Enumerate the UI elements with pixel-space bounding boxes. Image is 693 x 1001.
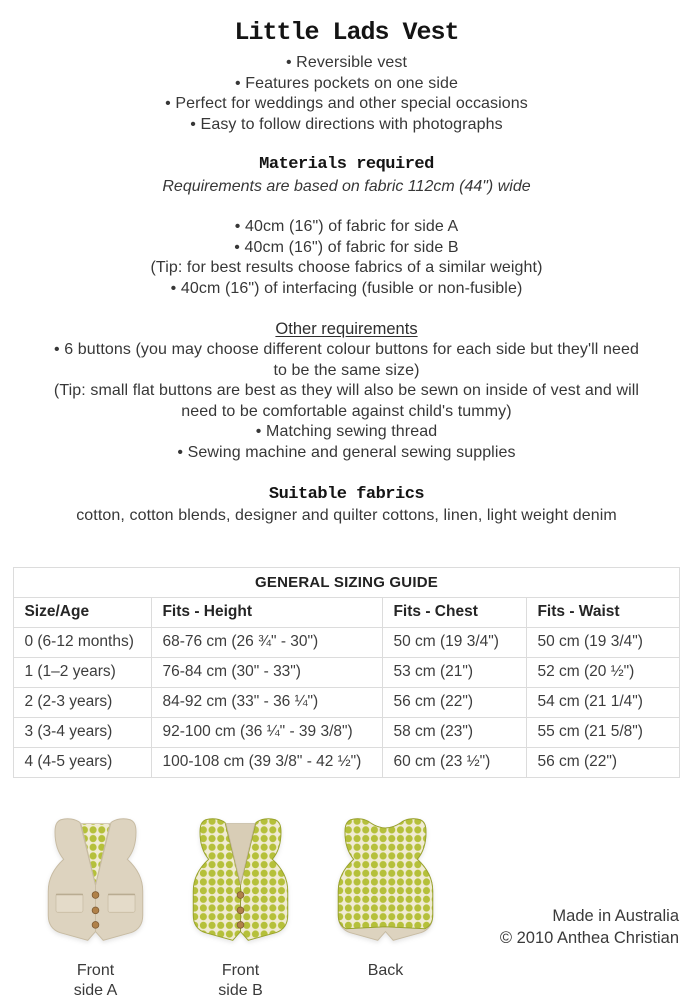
table-row <box>14 687 679 717</box>
table-row <box>14 747 679 777</box>
button <box>92 921 99 928</box>
table-cell: 100-108 cm (39 3/8" - 42 ½") <box>152 747 383 777</box>
table-cell: 50 cm (19 3/4") <box>383 627 527 657</box>
sizing-table <box>13 567 679 778</box>
vest-front-side-b-image <box>173 808 308 953</box>
made-in-text: Made in Australia <box>552 907 679 925</box>
caption-line: Front <box>221 961 260 979</box>
feature-item: • Easy to follow directions with photographs <box>190 115 503 133</box>
feature-list <box>0 53 693 135</box>
other-item: • Sewing machine and general sewing supplies <box>177 443 516 461</box>
vest-front-side-a-image <box>28 808 163 953</box>
feature-item: • Features pockets on one side <box>235 74 458 92</box>
other-tip: need to be comfortable against child's tummy) <box>181 402 512 420</box>
vest-back-panel <box>338 818 433 928</box>
column-header: Fits - Height <box>152 597 383 627</box>
other-requirements-list <box>0 340 693 463</box>
other-requirements-heading: Other requirements <box>275 320 418 338</box>
spacer <box>0 197 693 217</box>
table-row <box>14 657 679 687</box>
vest-front-side-b-figure <box>173 808 308 1001</box>
table-cell: 1 (1–2 years) <box>14 657 152 687</box>
button <box>237 921 244 928</box>
materials-list <box>0 217 693 299</box>
column-header: Size/Age <box>14 597 152 627</box>
photo-caption <box>368 961 404 981</box>
table-row <box>14 627 679 657</box>
vest-back-figure <box>318 808 453 1001</box>
table-cell: 50 cm (19 3/4") <box>527 627 679 657</box>
table-cell: 68-76 cm (26 ¾" - 30") <box>152 627 383 657</box>
other-item: • 6 buttons (you may choose different colour buttons for each side but they'll need <box>53 341 639 358</box>
pocket-left <box>56 894 83 912</box>
table-cell: 84-92 cm (33" - 36 ¼") <box>152 687 383 717</box>
table-header-row <box>14 597 679 627</box>
table-cell: 53 cm (21") <box>383 657 527 687</box>
other-tip: (Tip: small flat buttons are best as they will also be sewn on inside of vest and will <box>53 382 640 399</box>
materials-item: • 40cm (16") of fabric for side B <box>234 238 459 256</box>
other-item: to be the same size) <box>273 361 420 379</box>
table-cell: 56 cm (22") <box>383 687 527 717</box>
table-cell: 2 (2-3 years) <box>14 687 152 717</box>
table-cell: 54 cm (21 1/4") <box>527 687 679 717</box>
vest-photos <box>0 808 693 1001</box>
table-cell: 76-84 cm (30" - 33") <box>152 657 383 687</box>
button <box>92 907 99 914</box>
table-cell: 92-100 cm (36 ¼" - 39 3/8") <box>152 717 383 747</box>
fabrics-heading: Suitable fabrics <box>268 485 425 504</box>
feature-item: • Perfect for weddings and other special occasions <box>165 95 528 112</box>
table-cell: 55 cm (21 5/8") <box>527 717 679 747</box>
table-cell: 58 cm (23") <box>383 717 527 747</box>
footer <box>500 905 679 949</box>
copyright-text: © 2010 Anthea Christian <box>499 929 679 947</box>
caption-line: side B <box>218 981 263 999</box>
table-title: GENERAL SIZING GUIDE <box>14 567 679 597</box>
table-cell: 0 (6-12 months) <box>14 627 152 657</box>
vest-front-side-a-figure <box>28 808 163 1001</box>
caption-line: side A <box>73 981 118 999</box>
page-title: Little Lads Vest <box>234 18 459 47</box>
button <box>92 891 99 898</box>
other-item: • Matching sewing thread <box>255 423 438 440</box>
table-cell: 56 cm (22") <box>527 747 679 777</box>
photo-caption <box>74 961 118 1001</box>
materials-note: Requirements are based on fabric 112cm (44") wide <box>162 178 531 195</box>
table-cell: 4 (4-5 years) <box>14 747 152 777</box>
column-header: Fits - Chest <box>383 597 527 627</box>
table-cell: 52 cm (20 ½") <box>527 657 679 687</box>
feature-item: • Reversible vest <box>285 54 408 71</box>
materials-item: • 40cm (16") of fabric for side A <box>234 218 459 235</box>
vest-back-image <box>318 808 453 953</box>
materials-item: • 40cm (16") of interfacing (fusible or non-fusible) <box>170 279 523 297</box>
materials-heading: Materials required <box>259 155 434 174</box>
caption-line: Back <box>367 961 404 979</box>
caption-line: Front <box>76 961 115 979</box>
column-header: Fits - Waist <box>527 597 679 627</box>
table-cell: 3 (3-4 years) <box>14 717 152 747</box>
button <box>237 891 244 898</box>
table-title-row <box>14 567 679 597</box>
photo-caption <box>218 961 262 1001</box>
materials-tip: (Tip: for best results choose fabrics of a similar weight) <box>150 259 543 276</box>
fabrics-text: cotton, cotton blends, designer and quilter cottons, linen, light weight denim <box>76 507 617 524</box>
pocket-right <box>108 894 135 912</box>
button <box>237 907 244 914</box>
table-cell: 60 cm (23 ½") <box>383 747 527 777</box>
table-row <box>14 717 679 747</box>
